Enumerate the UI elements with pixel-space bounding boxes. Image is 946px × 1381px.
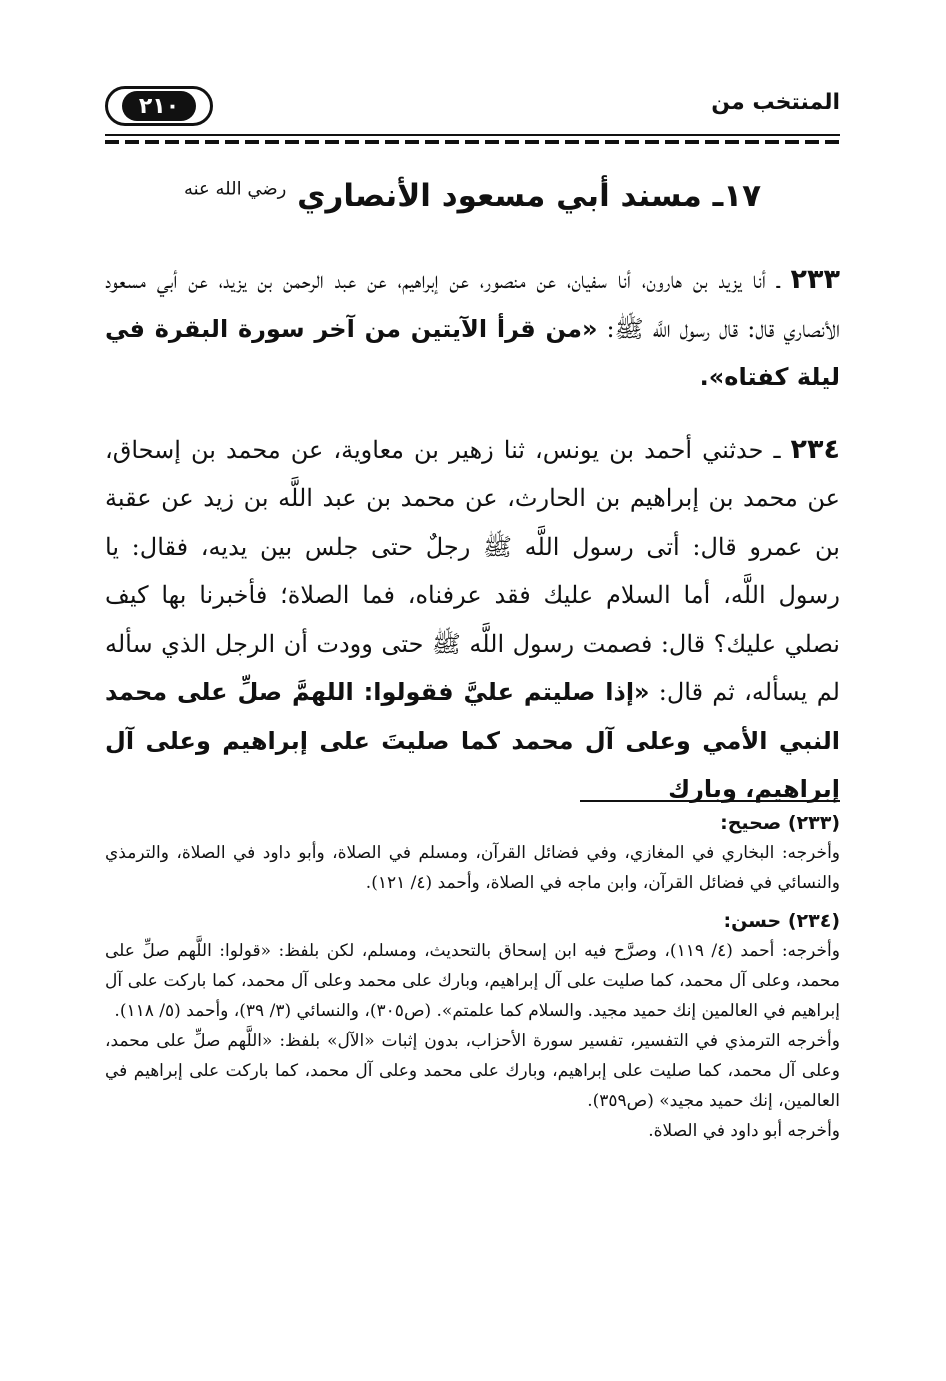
hadith-234 [105, 426, 840, 814]
footnote-ref: (٢٣٣) صحيح: [720, 812, 840, 834]
footnote-line: وأخرجه: أحمد (٤/ ١١٩)، وصرَّح فيه ابن إسحاق بالتحديث، ومسلم، لكن بلفظ: «قولوا: اللَّهم صلِّ على محمد، وعلى آل محمد، كما صليت على آل إبراهيم، وبارك على محمد وعلى آل محمد، كما باركت على آل إبراهيم في العالمين إنك حميد مجيد. والسلام كما علمتم». (ص٣٠٥)، والنسائي (٣/ ٣٩)، وأحمد (٥/ ١١٨). [105, 941, 840, 1021]
hadith-number: ٢٣٣ [790, 264, 840, 295]
footnote-line: وأخرجه: البخاري في المغازي، وفي فضائل القرآن، ومسلم في الصلاة، وأبو داود في الصلاة، والترمذي والنسائي في فضائل القرآن، وابن ماجه في الصلاة، وأحمد (٤/ ١٢١). [105, 843, 840, 893]
hadith-text: ـ حدثني أحمد بن يونس، ثنا زهير بن معاوية، عن محمد بن إسحاق، عن محمد بن إبراهيم بن الحارث، عن محمد بن عبد اللَّه بن زيد عن عقبة بن عمرو قال: أتى رسول اللَّه ﷺ رجلٌ حتى جلس بين يديه، فقال: يا رسول اللَّه، أما السلام عليك فقد عرفناه، فما الصلاة؛ فأخبرنا بها كيف نصلي عليك؟ قال: فصمت رسول اللَّه ﷺ حتى وودت أن الرجل الذي سأله لم يسأله، ثم قال: [105, 435, 840, 706]
footnote-line: وأخرجه الترمذي في التفسير، تفسير سورة الأحزاب، بدون إثبات «الآل» بلفظ: «اللَّهم صلِّ على محمد، وعلى آل محمد، كما صليت على إبراهيم، وبارك على محمد وعلى آل محمد، كما باركت على إبراهيم في العالمين، إنك حميد مجيد» (ص٣٥٩). [105, 1031, 840, 1111]
chapter-heading [105, 178, 840, 214]
footnote-233 [105, 808, 840, 898]
hadith-number: ٢٣٤ [790, 433, 840, 465]
footnote-ref: (٢٣٤) حسن: [723, 910, 840, 932]
page-number: ٢١٠ [122, 91, 196, 121]
honorific-glyph: رضي الله عنه [183, 178, 287, 200]
hadith-233 [105, 256, 840, 402]
running-title: المنتخب من [711, 90, 840, 115]
hadith-text: ـ أنا يزيد بن هارون، أنا سفيان، عن منصور، عن إبراهيم، عن عبد الرحمن بن يزيد، عن أبي مسعود الأنصاري قال: قال رسول اللَّه ﷺ: [105, 266, 840, 343]
header-divider [105, 134, 840, 145]
footnote-divider [580, 800, 840, 802]
hadith-quote: «إذا صليتم عليَّ فقولوا: اللهمَّ صلِّ على محمد النبي الأمي وعلى آل محمد كما صليتَ على إبراهيم وعلى آل إبراهيم، وبارك [105, 678, 840, 803]
footnotes [105, 808, 840, 1146]
footnote-line: وأخرجه أبو داود في الصلاة. [648, 1121, 840, 1141]
page-header [105, 82, 840, 132]
chapter-title: ١٧ـ مسند أبي مسعود الأنصاري [297, 178, 762, 214]
page-number-badge [105, 86, 213, 126]
footnote-234 [105, 906, 840, 1146]
hadith-quote: «من قرأ الآيتين من آخر سورة البقرة في ليلة كفتاه». [105, 314, 840, 391]
main-text [105, 256, 840, 838]
